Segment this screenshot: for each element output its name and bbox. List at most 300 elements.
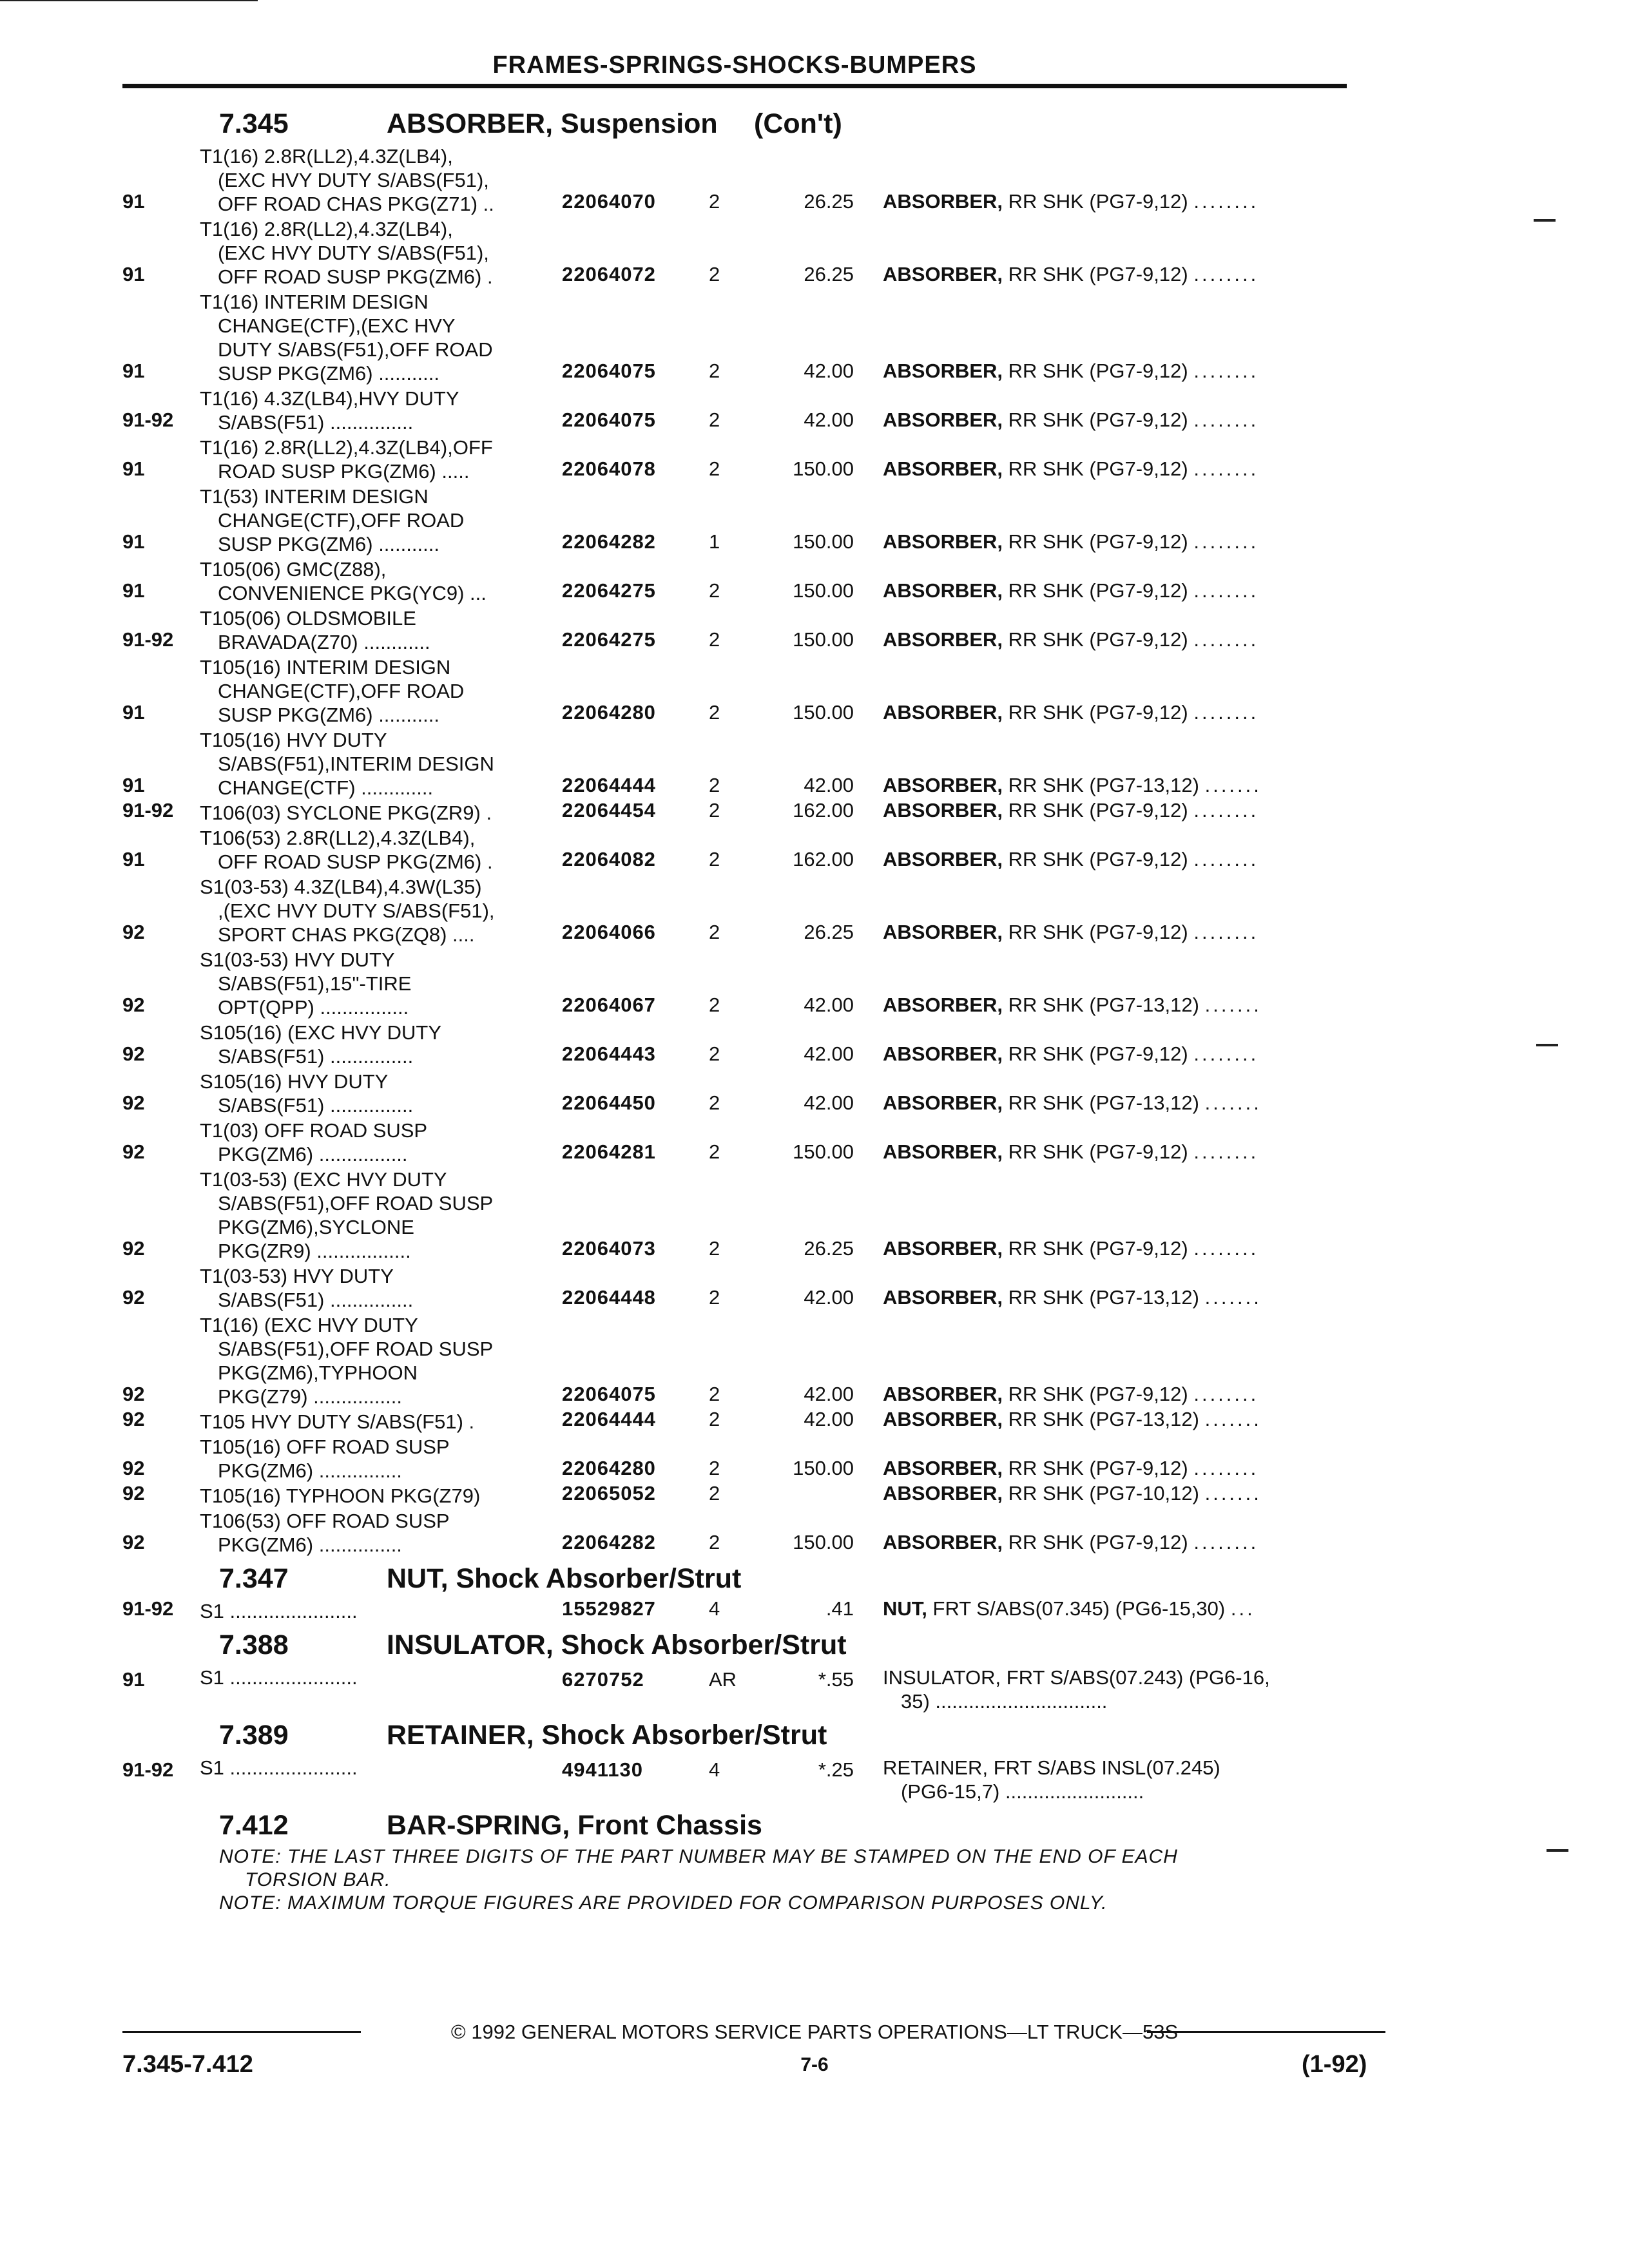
section-heading: [219, 1563, 1186, 1594]
part-noun: ABSORBER,: [883, 457, 1003, 480]
part-detail: RR SHK (PG7-13,12): [1008, 1286, 1199, 1309]
quantity: 2: [709, 1140, 720, 1163]
model-year: 91: [122, 530, 145, 553]
description-line: SUSP PKG(ZM6) ...........: [218, 362, 439, 385]
price: 26.25: [804, 1237, 854, 1260]
application-description: [200, 655, 561, 727]
part-name: [883, 1140, 1258, 1164]
quantity: 2: [709, 1237, 720, 1260]
application-description: [200, 144, 561, 216]
quantity: 2: [709, 1091, 720, 1114]
margin-tick-mark: [1536, 1044, 1558, 1046]
footer-page-number: 7-6: [800, 2054, 829, 2075]
parts-entry: [0, 1756, 1629, 1803]
part-number[interactable]: 22064282: [562, 530, 656, 553]
section-heading: [219, 108, 1186, 139]
part-name: [883, 1043, 1258, 1066]
description-line: T1(16) 2.8R(LL2),4.3Z(LB4),: [200, 145, 453, 168]
parts-entry: [0, 801, 1629, 825]
part-number[interactable]: 15529827: [562, 1597, 656, 1620]
leader-dots: .......: [1204, 1091, 1262, 1114]
price: 150.00: [793, 579, 854, 602]
part-noun: ABSORBER,: [883, 1286, 1003, 1309]
part-number[interactable]: 22064281: [562, 1140, 656, 1163]
price: 150.00: [793, 1457, 854, 1479]
parts-entry: [0, 557, 1629, 605]
section-heading: [219, 1629, 1186, 1660]
description-line: PKG(ZM6) ................: [218, 1143, 408, 1166]
part-number[interactable]: 22064444: [562, 774, 656, 796]
description-line: T105(16) TYPHOON PKG(Z79): [200, 1485, 481, 1507]
top-edge-rule: [0, 0, 258, 1]
part-number[interactable]: 22064280: [562, 1457, 656, 1479]
description-line: S/ABS(F51) ...............: [218, 411, 414, 434]
section-title: RETAINER, Shock Absorber/Strut: [387, 1720, 827, 1751]
application-description: [200, 1666, 561, 1689]
quantity: 2: [709, 1531, 720, 1553]
description-line: S105(16) (EXC HVY DUTY: [200, 1021, 441, 1044]
description-line: PKG(Z79) ................: [218, 1385, 402, 1408]
price: 26.25: [804, 921, 854, 943]
leader-dots: ........: [1193, 848, 1259, 870]
application-description: [200, 1021, 561, 1068]
description-line: S/ABS(F51),OFF ROAD SUSP: [218, 1192, 494, 1215]
quantity: 2: [709, 628, 720, 651]
section-heading: [219, 1720, 1186, 1751]
parts-entry: [0, 826, 1629, 874]
price: *.55: [818, 1668, 854, 1691]
part-name: [883, 1531, 1258, 1554]
quantity: 2: [709, 1482, 720, 1504]
part-noun: ABSORBER,: [883, 1482, 1003, 1504]
description-line: S1 .......................: [200, 1666, 358, 1689]
parts-entry: [0, 1484, 1629, 1508]
application-description: [200, 948, 561, 1019]
description-line: S/ABS(F51) ...............: [218, 1045, 414, 1068]
section-number: 7.412: [219, 1810, 289, 1841]
description-line: CHANGE(CTF),OFF ROAD: [218, 509, 465, 532]
leader-dots: ........: [1193, 190, 1259, 213]
description-line: T106(53) OFF ROAD SUSP: [200, 1510, 450, 1532]
description-line: PKG(ZM6) ...............: [218, 1459, 402, 1482]
quantity: 2: [709, 994, 720, 1016]
part-noun: ABSORBER,: [883, 1457, 1003, 1479]
part-noun: ABSORBER,: [883, 579, 1003, 602]
parts-entry: [0, 1509, 1629, 1557]
part-detail: RR SHK (PG7-9,12): [1008, 1457, 1188, 1479]
part-number[interactable]: 22064282: [562, 1531, 656, 1553]
part-noun: ABSORBER,: [883, 408, 1003, 431]
leader-dots: ........: [1193, 530, 1259, 553]
part-detail: RR SHK (PG7-9,12): [1008, 530, 1188, 553]
model-year: 91: [122, 190, 145, 213]
application-description: [200, 1264, 561, 1312]
part-detail: RR SHK (PG7-13,12): [1008, 774, 1199, 796]
leader-dots: ........: [1193, 1531, 1259, 1553]
description-line: SPORT CHAS PKG(ZQ8) ....: [218, 923, 475, 946]
parts-entry: [0, 728, 1629, 800]
model-year: 92: [122, 1531, 145, 1553]
part-noun: ABSORBER,: [883, 701, 1003, 724]
footer-section-range: 7.345-7.412: [122, 2051, 253, 2078]
price: 162.00: [793, 848, 854, 870]
part-number[interactable]: 22064454: [562, 799, 656, 822]
part-noun: ABSORBER,: [883, 1140, 1003, 1163]
description-line: S/ABS(F51),OFF ROAD SUSP: [218, 1338, 494, 1360]
part-detail: RR SHK (PG7-9,12): [1008, 263, 1188, 285]
application-description: [200, 1313, 561, 1408]
part-noun: ABSORBER,: [883, 628, 1003, 651]
description-line: OFF ROAD CHAS PKG(Z71) ..: [218, 193, 494, 215]
part-detail: RR SHK (PG7-13,12): [1008, 994, 1199, 1016]
part-detail: RR SHK (PG7-9,12): [1008, 1531, 1188, 1553]
description-line: BRAVADA(Z70) ............: [218, 631, 430, 653]
model-year: 91: [122, 1668, 145, 1691]
part-detail: RR SHK (PG7-10,12): [1008, 1482, 1199, 1504]
part-noun: ABSORBER,: [883, 774, 1003, 796]
part-noun: ABSORBER,: [883, 1091, 1003, 1114]
part-number[interactable]: 22064444: [562, 1408, 656, 1430]
part-number[interactable]: 6270752: [562, 1668, 644, 1691]
description-line: SUSP PKG(ZM6) ...........: [218, 704, 439, 726]
part-noun: ABSORBER,: [883, 921, 1003, 943]
application-description: [200, 875, 561, 947]
description-line: T1(16) INTERIM DESIGN: [200, 291, 429, 313]
price: *.25: [818, 1758, 854, 1781]
parts-entry: [0, 1313, 1629, 1408]
description-line: T105(16) INTERIM DESIGN: [200, 656, 451, 678]
description-line: T1(16) 4.3Z(LB4),HVY DUTY: [200, 387, 459, 410]
description-line: DUTY S/ABS(F51),OFF ROAD: [218, 338, 493, 361]
part-name: [883, 921, 1258, 944]
part-number[interactable]: 22064066: [562, 921, 656, 943]
description-line: T106(03) SYCLONE PKG(ZR9) .: [200, 802, 492, 824]
parts-entry: [0, 606, 1629, 654]
model-year: 92: [122, 921, 145, 943]
model-year: 92: [122, 1383, 145, 1405]
model-year: 91: [122, 360, 145, 382]
price: 42.00: [804, 360, 854, 382]
section-title: INSULATOR, Shock Absorber/Strut: [387, 1629, 847, 1660]
application-description: [200, 485, 561, 556]
part-number[interactable]: 22064075: [562, 360, 656, 382]
quantity: 2: [709, 408, 720, 431]
description-line: T1(16) (EXC HVY DUTY: [200, 1314, 418, 1336]
section-note: TORSION BAR.: [245, 1869, 391, 1890]
part-number[interactable]: 22064443: [562, 1043, 656, 1065]
quantity: 2: [709, 1286, 720, 1309]
application-description: [200, 1599, 561, 1623]
part-noun: ABSORBER,: [883, 1408, 1003, 1430]
part-noun: RETAINER,: [883, 1756, 988, 1779]
part-detail: RR SHK (PG7-9,12): [1008, 1043, 1188, 1065]
quantity: 2: [709, 848, 720, 870]
leader-dots: .......: [1204, 1408, 1262, 1430]
description-line: CONVENIENCE PKG(YC9) ...: [218, 582, 487, 604]
part-name: [883, 628, 1258, 651]
part-detail: RR SHK (PG7-9,12): [1008, 1140, 1188, 1163]
price: 42.00: [804, 994, 854, 1016]
quantity: 1: [709, 530, 720, 553]
part-detail-continued: (PG6-15,7) .........................: [901, 1780, 1144, 1803]
parts-entry: [0, 436, 1629, 483]
part-name: [883, 1666, 1373, 1713]
part-name: [883, 1383, 1258, 1406]
leader-dots: ........: [1193, 1383, 1259, 1405]
application-description: [200, 1756, 561, 1780]
quantity: 2: [709, 799, 720, 822]
part-noun: ABSORBER,: [883, 190, 1003, 213]
part-detail: RR SHK (PG7-9,12): [1008, 579, 1188, 602]
leader-dots: .......: [1204, 1286, 1262, 1309]
price: 42.00: [804, 1383, 854, 1405]
quantity: 2: [709, 190, 720, 213]
price: 42.00: [804, 408, 854, 431]
model-year: 91: [122, 774, 145, 796]
description-line: ROAD SUSP PKG(ZM6) .....: [218, 460, 470, 483]
price: 42.00: [804, 1091, 854, 1114]
application-description: [200, 826, 561, 874]
part-number[interactable]: 22064070: [562, 190, 656, 213]
section-note: NOTE: MAXIMUM TORQUE FIGURES ARE PROVIDED FOR COMPARISON PURPOSES ONLY.: [219, 1892, 1108, 1914]
section-number: 7.347: [219, 1563, 289, 1594]
parts-entry: [0, 217, 1629, 289]
part-name: [883, 1237, 1258, 1260]
section-heading: [219, 1810, 1186, 1841]
part-detail: RR SHK (PG7-13,12): [1008, 1091, 1199, 1114]
part-name: [883, 408, 1258, 432]
description-line: CHANGE(CTF),OFF ROAD: [218, 680, 465, 702]
model-year: 91-92: [122, 628, 174, 651]
description-line: OFF ROAD SUSP PKG(ZM6) .: [218, 850, 493, 873]
leader-dots: ........: [1193, 1457, 1259, 1479]
description-line: (EXC HVY DUTY S/ABS(F51),: [218, 169, 489, 191]
model-year: 92: [122, 1286, 145, 1309]
part-noun: ABSORBER,: [883, 848, 1003, 870]
price: 162.00: [793, 799, 854, 822]
part-noun: ABSORBER,: [883, 1237, 1003, 1260]
section-title: NUT, Shock Absorber/Strut: [387, 1563, 742, 1594]
footer-revision: (1-92): [1302, 2051, 1367, 2078]
leader-dots: .......: [1204, 994, 1262, 1016]
description-line: CHANGE(CTF) .............: [218, 776, 434, 799]
leader-dots: .......: [1204, 1482, 1262, 1504]
description-line: (EXC HVY DUTY S/ABS(F51),: [218, 242, 489, 264]
part-name: [883, 579, 1258, 602]
part-number[interactable]: 22064075: [562, 1383, 656, 1405]
application-description: [200, 1410, 561, 1434]
model-year: 91-92: [122, 1758, 174, 1781]
part-name-line: [883, 1756, 1373, 1780]
part-name: [883, 1457, 1258, 1480]
part-number[interactable]: 22065052: [562, 1482, 656, 1504]
part-number[interactable]: 22064075: [562, 408, 656, 431]
part-detail: RR SHK (PG7-9,12): [1008, 799, 1188, 822]
parts-entry: [0, 1666, 1629, 1713]
description-line: PKG(ZM6) ...............: [218, 1533, 402, 1556]
section-title: ABSORBER, Suspension: [387, 108, 718, 139]
part-name: [883, 1286, 1262, 1309]
model-year: 91: [122, 263, 145, 285]
description-line: S1(03-53) 4.3Z(LB4),4.3W(L35): [200, 876, 482, 898]
part-name: [883, 1756, 1373, 1803]
quantity: 2: [709, 1457, 720, 1479]
part-name: [883, 799, 1258, 822]
description-line: OPT(QPP) ................: [218, 996, 409, 1019]
model-year: 92: [122, 1140, 145, 1163]
leader-dots: ........: [1193, 1140, 1259, 1163]
part-number[interactable]: 22064072: [562, 263, 656, 285]
price: 42.00: [804, 1408, 854, 1430]
description-line: T105(06) GMC(Z88),: [200, 558, 387, 581]
model-year: 91: [122, 848, 145, 870]
price: 26.25: [804, 263, 854, 285]
part-name: [883, 774, 1262, 797]
description-line: PKG(ZR9) .................: [218, 1240, 411, 1262]
part-noun: INSULATOR,: [883, 1666, 1001, 1689]
price: 42.00: [804, 1043, 854, 1065]
parts-entry: [0, 1021, 1629, 1068]
model-year: 91: [122, 457, 145, 480]
price: 42.00: [804, 774, 854, 796]
leader-dots: .......: [1204, 774, 1262, 796]
parts-entry: [0, 290, 1629, 385]
part-number[interactable]: 22064073: [562, 1237, 656, 1260]
quantity: 4: [709, 1758, 720, 1781]
part-number[interactable]: 22064448: [562, 1286, 656, 1309]
leader-dots: ........: [1193, 360, 1259, 382]
description-line: S105(16) HVY DUTY: [200, 1070, 389, 1093]
parts-entry: [0, 1168, 1629, 1263]
leader-dots: ........: [1193, 921, 1259, 943]
part-noun: ABSORBER,: [883, 1531, 1003, 1553]
description-line: S1(03-53) HVY DUTY: [200, 948, 395, 971]
description-line: CHANGE(CTF),(EXC HVY: [218, 314, 456, 337]
quantity: AR: [709, 1668, 737, 1691]
part-number[interactable]: 22064067: [562, 994, 656, 1016]
leader-dots: ........: [1193, 457, 1259, 480]
model-year: 92: [122, 994, 145, 1016]
application-description: [200, 1168, 561, 1263]
part-noun: ABSORBER,: [883, 1383, 1003, 1405]
description-line: T105(16) HVY DUTY: [200, 729, 387, 751]
model-year: 91: [122, 579, 145, 602]
part-name: [883, 701, 1258, 724]
part-detail: RR SHK (PG7-9,12): [1008, 408, 1188, 431]
model-year: 91-92: [122, 799, 174, 822]
description-line: T1(03) OFF ROAD SUSP: [200, 1119, 428, 1142]
description-line: PKG(ZM6),SYCLONE: [218, 1216, 414, 1238]
part-number[interactable]: 22064450: [562, 1091, 656, 1114]
model-year: 92: [122, 1043, 145, 1065]
part-name: [883, 530, 1258, 553]
part-name: [883, 1408, 1262, 1431]
section-note: NOTE: THE LAST THREE DIGITS OF THE PART NUMBER MAY BE STAMPED ON THE END OF EACH: [219, 1846, 1178, 1867]
parts-entry: [0, 144, 1629, 216]
leader-dots: ........: [1193, 1237, 1259, 1260]
parts-entry: [0, 1599, 1629, 1623]
parts-entry: [0, 387, 1629, 434]
quantity: 2: [709, 1043, 720, 1065]
model-year: 92: [122, 1408, 145, 1430]
model-year: 91: [122, 701, 145, 724]
part-number[interactable]: 4941130: [562, 1758, 643, 1781]
part-name-line: [883, 1666, 1373, 1689]
description-line: T105(16) OFF ROAD SUSP: [200, 1436, 450, 1458]
part-detail: RR SHK (PG7-9,12): [1008, 1383, 1188, 1405]
description-line: T1(16) 2.8R(LL2),4.3Z(LB4),: [200, 218, 453, 240]
description-line: T106(53) 2.8R(LL2),4.3Z(LB4),: [200, 827, 476, 849]
leader-dots: ........: [1193, 701, 1259, 724]
parts-entry: [0, 485, 1629, 556]
part-detail: RR SHK (PG7-9,12): [1008, 701, 1188, 724]
parts-entry: [0, 1264, 1629, 1312]
description-line: SUSP PKG(ZM6) ...........: [218, 533, 439, 555]
price: 150.00: [793, 457, 854, 480]
part-number[interactable]: 22064078: [562, 457, 656, 480]
application-description: [200, 728, 561, 800]
part-number[interactable]: 22064082: [562, 848, 656, 870]
description-line: S/ABS(F51),INTERIM DESIGN: [218, 753, 494, 775]
section-number: 7.389: [219, 1720, 289, 1751]
application-description: [200, 217, 561, 289]
part-number[interactable]: 22064280: [562, 701, 656, 724]
margin-tick-mark: [1547, 1849, 1568, 1852]
margin-tick-mark: [1534, 219, 1556, 222]
part-noun: ABSORBER,: [883, 799, 1003, 822]
part-detail: RR SHK (PG7-9,12): [1008, 921, 1188, 943]
part-noun: ABSORBER,: [883, 530, 1003, 553]
description-line: T1(03-53) HVY DUTY: [200, 1265, 394, 1287]
leader-dots: ........: [1193, 799, 1259, 822]
part-noun: ABSORBER,: [883, 360, 1003, 382]
parts-entry: [0, 655, 1629, 727]
part-number[interactable]: 22064275: [562, 628, 656, 651]
application-description: [200, 557, 561, 605]
leader-dots: ........: [1193, 1043, 1259, 1065]
part-noun: ABSORBER,: [883, 263, 1003, 285]
part-noun: ABSORBER,: [883, 1043, 1003, 1065]
application-description: [200, 801, 561, 825]
parts-entry: [0, 1119, 1629, 1166]
price: 150.00: [793, 701, 854, 724]
model-year: 92: [122, 1457, 145, 1479]
application-description: [200, 387, 561, 434]
parts-entry: [0, 875, 1629, 947]
application-description: [200, 1435, 561, 1483]
part-noun: NUT,: [883, 1597, 927, 1620]
description-line: T105(06) OLDSMOBILE: [200, 607, 416, 629]
application-description: [200, 1509, 561, 1557]
section-number: 7.345: [219, 108, 289, 139]
title-rule: [122, 84, 1347, 88]
section-title: BAR-SPRING, Front Chassis: [387, 1810, 762, 1841]
parts-entry: [0, 948, 1629, 1019]
model-year: 92: [122, 1091, 145, 1114]
quantity: 4: [709, 1597, 720, 1620]
price: 42.00: [804, 1286, 854, 1309]
part-number[interactable]: 22064275: [562, 579, 656, 602]
part-name: [883, 457, 1258, 481]
part-name: [883, 1091, 1262, 1115]
application-description: [200, 1070, 561, 1117]
part-detail: FRT S/ABS INSL(07.245): [993, 1756, 1220, 1779]
quantity: 2: [709, 701, 720, 724]
price: 26.25: [804, 190, 854, 213]
part-detail: RR SHK (PG7-9,12): [1008, 360, 1188, 382]
part-noun: ABSORBER,: [883, 994, 1003, 1016]
price: 150.00: [793, 1531, 854, 1553]
